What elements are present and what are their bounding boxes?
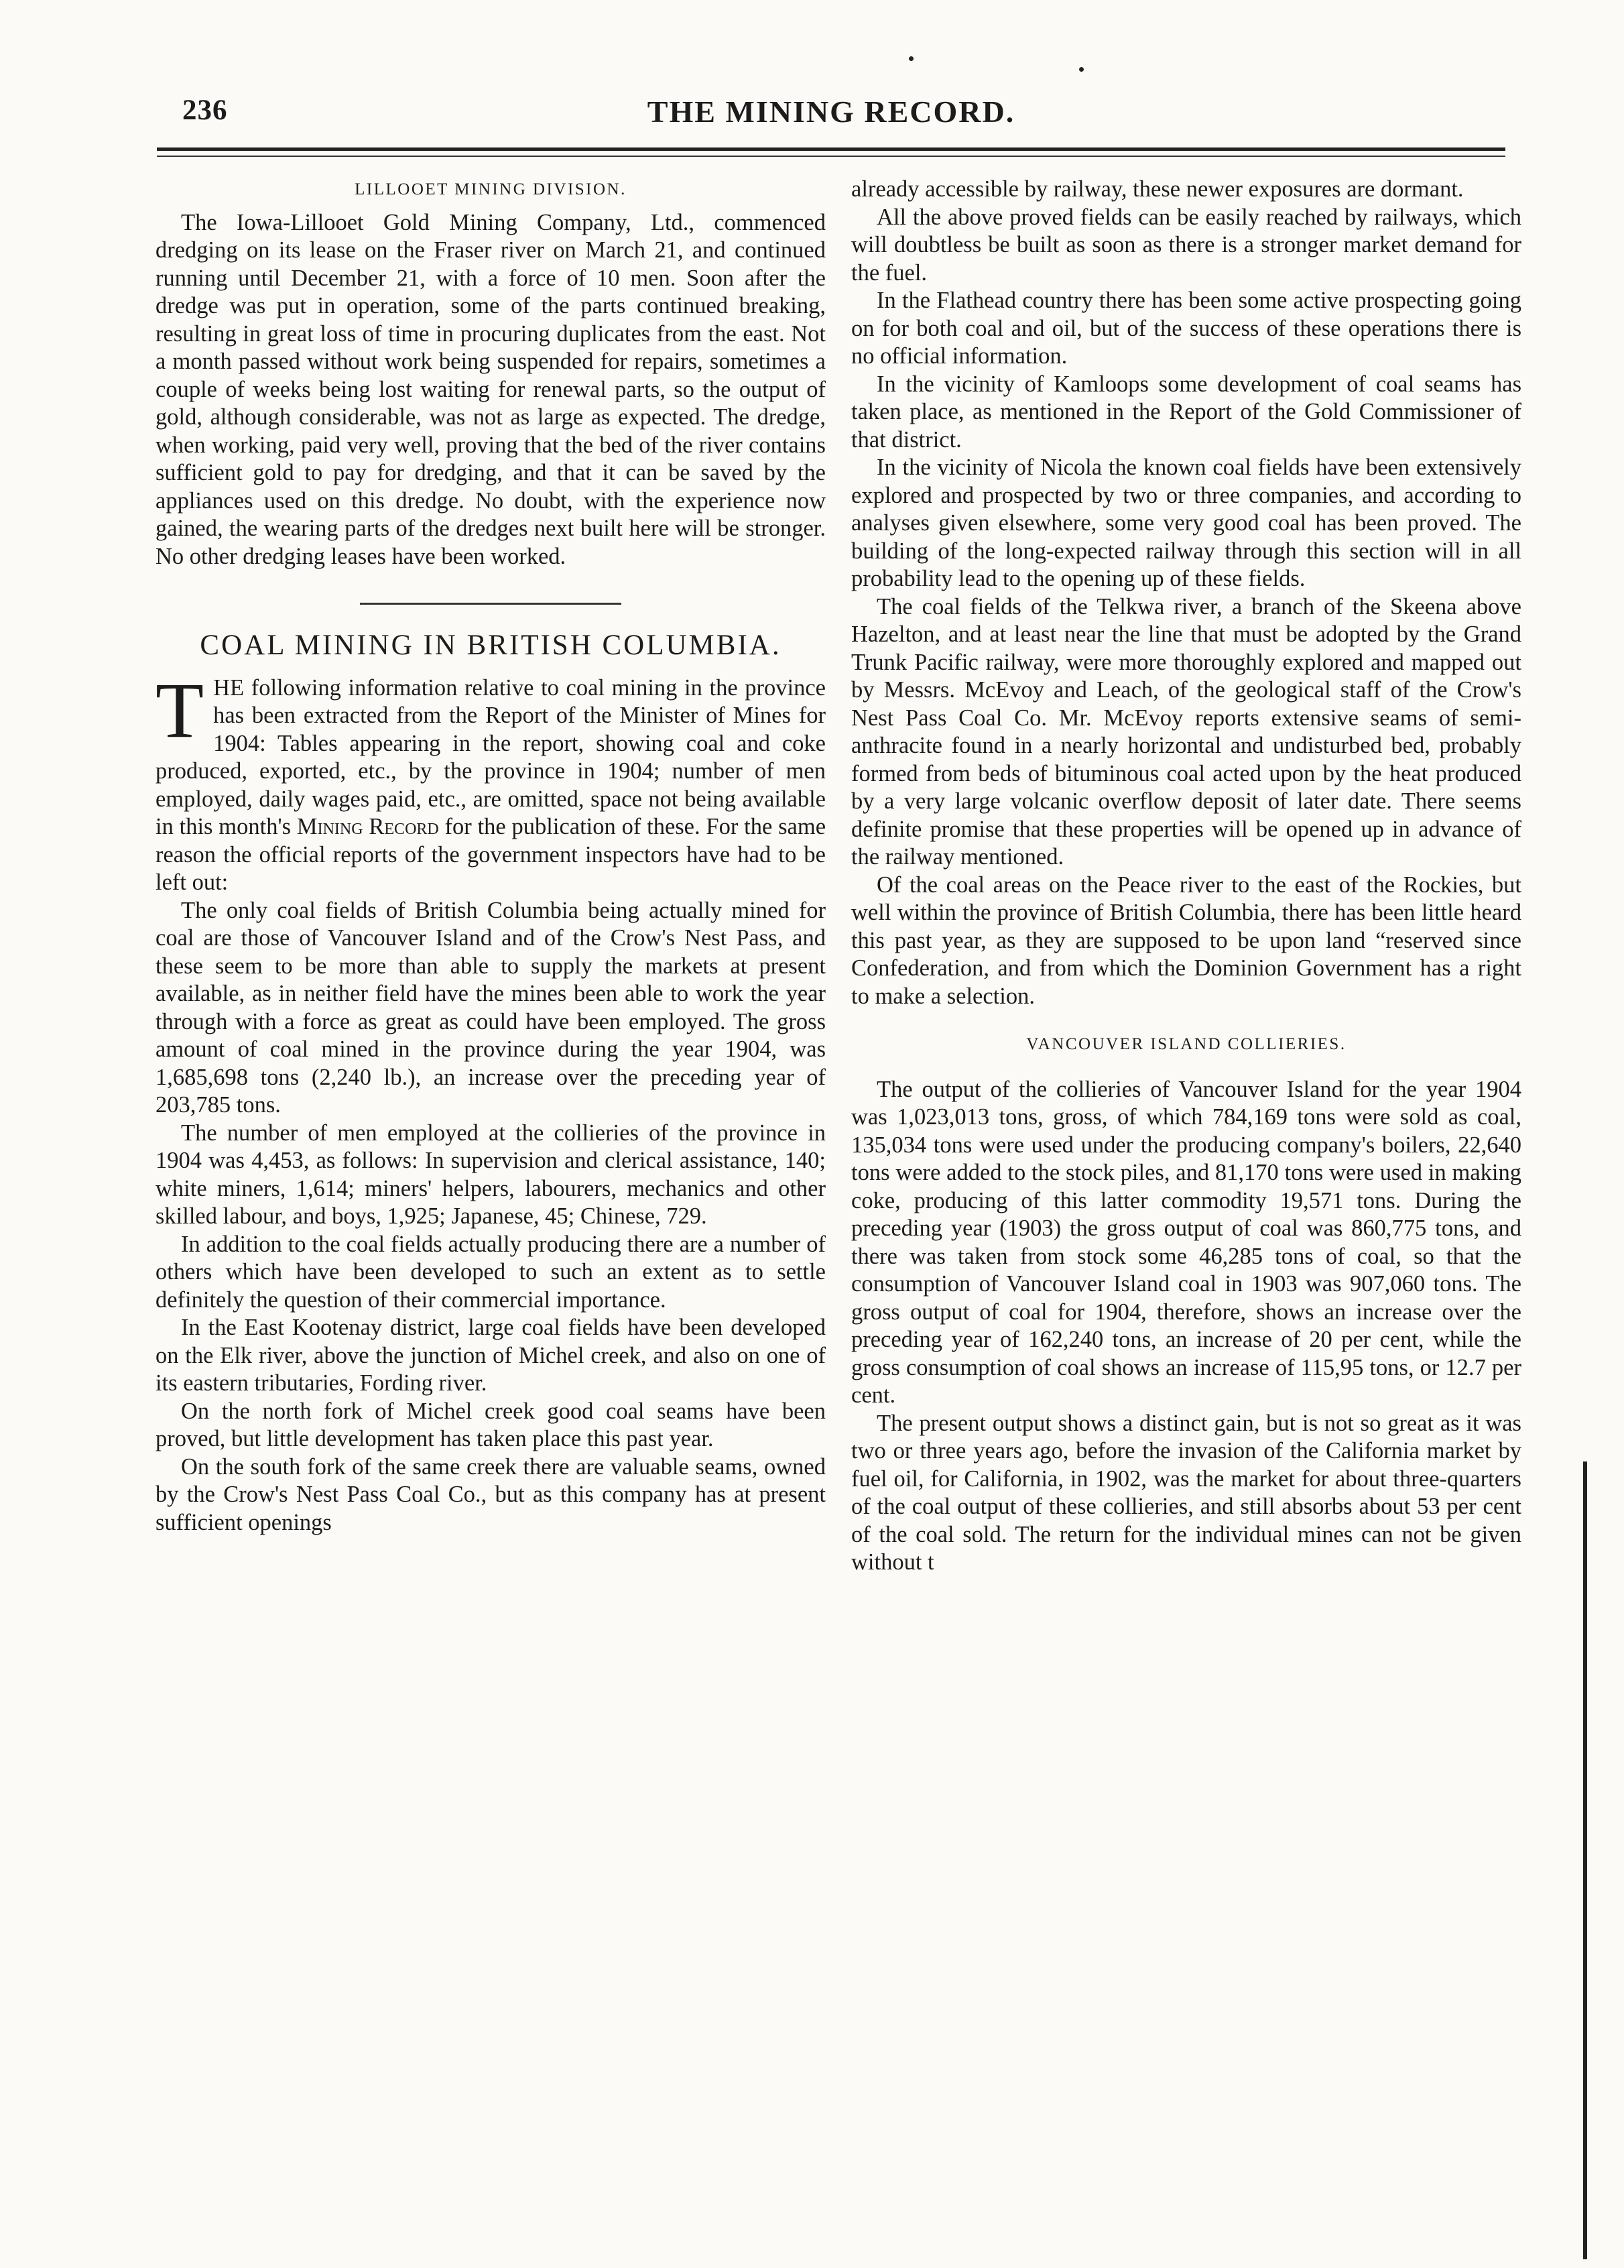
paragraph: The present output shows a distinct gain, but is not so great as it was two or three years ago, before the invasion of the California market by fuel oil, for California, in 1902, was the market for about three-quarters of the coal output of these collieries, and still absorbs about 53 per cent of the coal sold. The return for the individual mines can not be given without t: [851, 1410, 1521, 1575]
page-number: 236: [182, 95, 228, 126]
drop-cap: T: [155, 666, 204, 754]
intro-text: HE following information relative to coal mining in the province has been extracted from the Report of the Minister of Mines for 1904: Tables appearing in the report, showing coal and coke produced, exported, etc., by the province in 1904; number of men employed, daily wages paid, etc., are omitted, space not being available in this month's: [155, 674, 826, 839]
paragraph: In the vicinity of Kamloops some development of coal seams has taken place, as mentioned in the Report of the Gold Commissioner of that district.: [851, 371, 1521, 453]
journal-name: Mining Record: [296, 814, 439, 839]
paragraph: On the north fork of Michel creek good coal seams have been proved, but little development has taken place this past year.: [155, 1398, 826, 1451]
journal-title: THE MINING RECORD.: [647, 95, 1015, 129]
paragraph: All the above proved fields can be easily reached by railways, which will doubtless be built as soon as there is a stronger market demand for the fuel.: [851, 204, 1521, 286]
ink-speck: [1079, 67, 1084, 72]
paragraph: The Iowa-Lillooet Gold Mining Company, Ltd., commenced dredging on its lease on the Fraser river on March 21, and continued running until December 21, with a force of 10 men. Soon after the dredge was put in operation, some of the parts continued breaking, resulting in great loss of time in procuring duplicates from the east. Not a month passed without work being suspended for repairs, sometimes a couple of weeks being lost waiting for renewal parts, so the output of gold, although considerable, was not as large as expected. The dredge, when working, paid very well, proving that the bed of the river contains sufficient gold to pay for dredging, and that it can be saved by the appliances used on this dredge. No doubt, with the experience now gained, the wearing parts of the dredges next built here will be stronger. No other dredging leases have been worked.: [155, 209, 826, 569]
left-column: [155, 176, 826, 1537]
ink-speck: [909, 56, 914, 61]
paragraph: The number of men employed at the collieries of the province in 1904 was 4,453, as follows: In supervision and clerical assistance, 140; white miners, 1,614; miners' helpers, labourers, mechanics and other skilled labour, and boys, 1,925; Japanese, 45; Chinese, 729.: [155, 1120, 826, 1229]
paragraph: In the East Kootenay district, large coal fields have been developed on the Elk river, above the junction of Michel creek, and also on one of its eastern tributaries, Fording river.: [155, 1315, 826, 1396]
page-edge-shadow: [1583, 1461, 1587, 2259]
section-subhead: VANCOUVER ISLAND COLLIERIES.: [1026, 1035, 1347, 1053]
header-rule: [157, 147, 1505, 151]
paragraph: The output of the collieries of Vancouver Island for the year 1904 was 1,023,013 tons, gross, of which 784,169 tons were sold as coal, 135,034 tons were used under the producing company's boilers, 22,640 tons were added to the stock piles, and 81,170 tons were used in making coke, producing of this latter commodity 19,571 tons. During the preceding year (1903) the gross output of coal was 860,775 tons, and there was taken from stock some 46,285 tons of coal, so that the consumption of Vancouver Island coal in 1903 was 907,060 tons. The gross output of coal for 1904, therefore, shows an increase over the preceding year of 162,240 tons, an increase of 20 per cent, while the gross consumption of coal shows an increase of 115,95 tons, or 12.7 per cent.: [851, 1076, 1521, 1408]
paragraph: In the Flathead country there has been some active prospecting going on for both coal and oil, but of the success of these operations there is no official information.: [851, 288, 1521, 369]
paragraph: The coal fields of the Telkwa river, a branch of the Skeena above Hazelton, and at least near the line that must be adopted by the Grand Trunk Pacific railway, were more thoroughly explored and mapped out by Messrs. McEvoy and Leach, of the geological staff of the Crow's Nest Pass Coal Co. Mr. McEvoy reports extensive seams of semi-anthracite found in a nearly horizontal and undisturbed bed, probably formed from beds of bituminous coal acted upon by the heat produced by a very large volcanic overflow deposit of later date. There seems definite promise that these properties will be opened up in advance of the railway mentioned.: [851, 593, 1521, 870]
header-rule-thin: [157, 156, 1505, 157]
paragraph: The only coal fields of British Columbia being actually mined for coal are those of Vancouver Island and of the Crow's Nest Pass, and these seem to be more than able to supply the markets at present available, as in neither field have the mines been able to work the year through with a force as great as could have been employed. The gross amount of coal mined in the province during the year 1904, was 1,685,698 tons (2,240 lb.), an increase over the preceding year of 203,785 tons.: [155, 897, 826, 1118]
article-title: COAL MINING IN BRITISH COLUMBIA.: [200, 630, 782, 661]
paragraph: In addition to the coal fields actually producing there are a number of others which have been developed to such an extent as to settle definitely the question of their commercial importance.: [155, 1231, 826, 1313]
intro-paragraph: [155, 666, 826, 897]
page-header: [157, 94, 1505, 141]
paragraph: In the vicinity of Nicola the known coal fields have been extensively explored and prospected by two or three companies, and according to analyses given elsewhere, some very good coal has been proved. The building of the long-expected railway through this section will in all probability lead to the opening up of these fields.: [851, 455, 1521, 591]
paragraph: already accessible by railway, these newer exposures are dormant.: [851, 176, 1464, 202]
intro-text: for the publication of these. For the same reason the official reports of the government inspectors have had to be left out:: [155, 814, 826, 895]
section-divider: [360, 603, 621, 605]
section-subhead: LILLOOET MINING DIVISION.: [355, 180, 627, 198]
right-column: [851, 176, 1521, 1577]
paragraph: On the south fork of the same creek there are valuable seams, owned by the Crow's Nest Pass Coal Co., but as this company has at present sufficient openings: [155, 1453, 826, 1535]
paragraph: Of the coal areas on the Peace river to the east of the Rockies, but well within the province of British Columbia, there has been little heard this past year, as they are supposed to be upon land “reserved since Confederation, and from which the Dominion Government has a right to make a selection.: [851, 872, 1521, 1009]
